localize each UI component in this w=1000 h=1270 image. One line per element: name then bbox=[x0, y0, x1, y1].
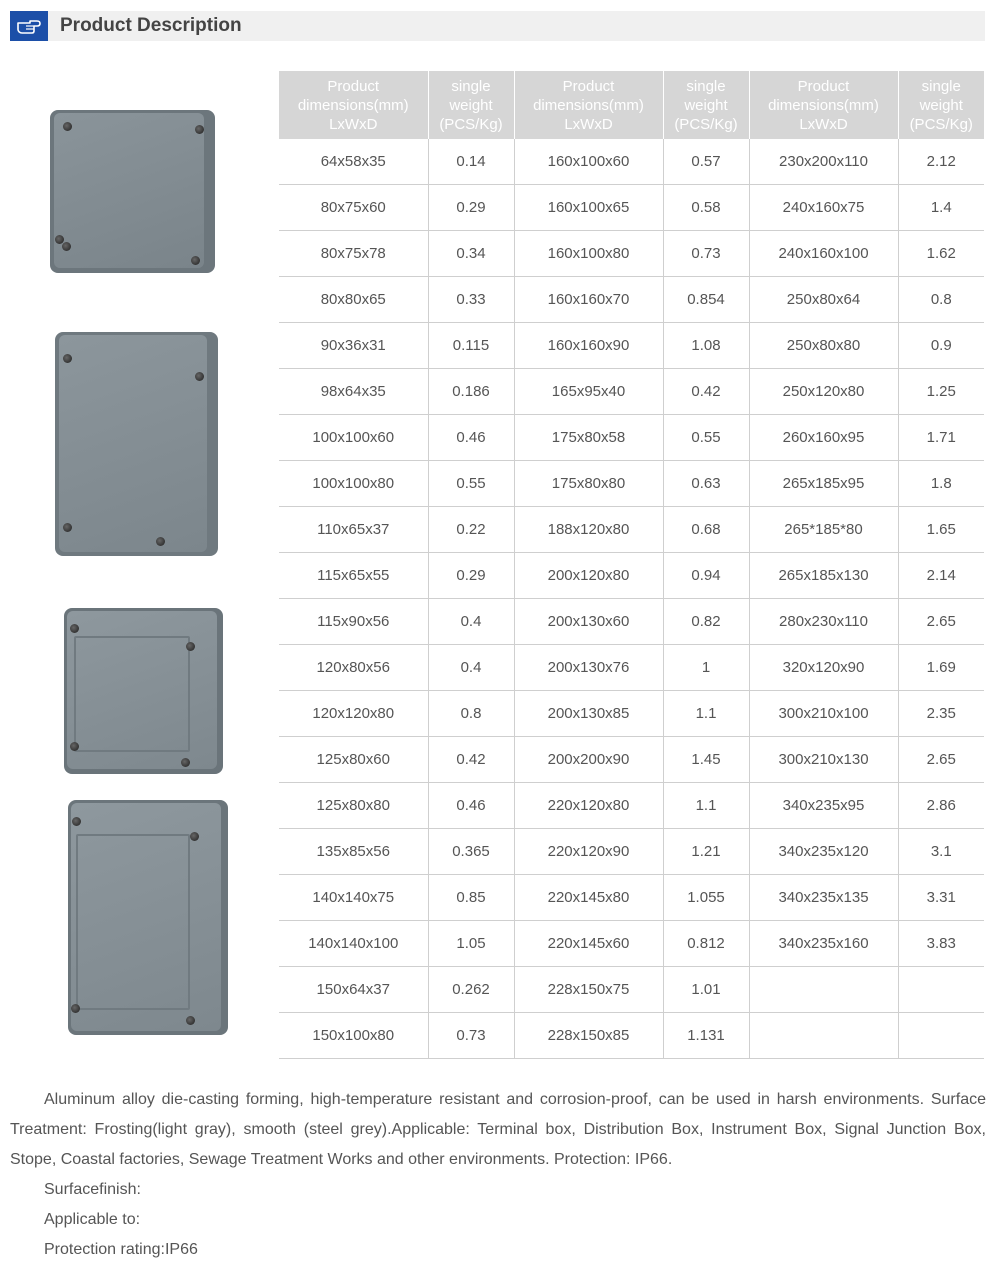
weight-cell: 1.08 bbox=[663, 323, 749, 369]
dimension-cell: 280x230x110 bbox=[749, 599, 898, 645]
weight-cell: 0.85 bbox=[428, 875, 514, 921]
enclosure-image-1 bbox=[50, 110, 215, 273]
table-row bbox=[279, 737, 984, 783]
dimension-cell: 175x80x80 bbox=[514, 461, 663, 507]
table-row bbox=[279, 921, 984, 967]
weight-cell: 1.25 bbox=[898, 369, 984, 415]
dimension-cell: 160x100x80 bbox=[514, 231, 663, 277]
dimension-cell: 135x85x56 bbox=[279, 829, 428, 875]
dimension-cell: 265*185*80 bbox=[749, 507, 898, 553]
dimension-cell: 250x120x80 bbox=[749, 369, 898, 415]
dimension-cell: 228x150x85 bbox=[514, 1013, 663, 1059]
weight-cell: 0.55 bbox=[663, 415, 749, 461]
dimension-cell: 250x80x64 bbox=[749, 277, 898, 323]
dimension-cell: 160x100x60 bbox=[514, 139, 663, 185]
weight-cell: 1.8 bbox=[898, 461, 984, 507]
table-body bbox=[279, 139, 984, 1059]
dimension-cell: 228x150x75 bbox=[514, 967, 663, 1013]
table-row bbox=[279, 599, 984, 645]
weight-cell: 0.33 bbox=[428, 277, 514, 323]
table-row bbox=[279, 1013, 984, 1059]
column-header-dimensions: Product dimensions(mm) LxWxD bbox=[279, 71, 428, 139]
dimension-cell: 300x210x100 bbox=[749, 691, 898, 737]
weight-cell: 0.854 bbox=[663, 277, 749, 323]
dimension-cell: 160x100x65 bbox=[514, 185, 663, 231]
dimension-cell: 240x160x100 bbox=[749, 231, 898, 277]
column-header-weight: single weight (PCS/Kg) bbox=[898, 71, 984, 139]
weight-cell: 0.42 bbox=[428, 737, 514, 783]
section-header bbox=[10, 11, 985, 41]
table-row bbox=[279, 461, 984, 507]
dimension-cell: 80x75x60 bbox=[279, 185, 428, 231]
pointing-hand-icon bbox=[10, 11, 48, 41]
enclosure-image-4 bbox=[68, 800, 228, 1035]
description-paragraph: Aluminum alloy die-casting forming, high-temperature resistant and corrosion-proof, can be used in harsh environments. Surface Treatment: Frosting(light gray), smooth (steel grey).Applicable: Terminal box, Distribution Box, Instrument Box, Signal Junction Box, Stope, Coastal factories, Sewage Treatment Works and other environments. Protection: IP66. bbox=[10, 1091, 986, 1168]
dimension-cell: 98x64x35 bbox=[279, 369, 428, 415]
dimension-cell: 220x120x90 bbox=[514, 829, 663, 875]
weight-cell: 0.186 bbox=[428, 369, 514, 415]
column-header-dimensions: Product dimensions(mm) LxWxD bbox=[514, 71, 663, 139]
section-title: Product Description bbox=[60, 15, 242, 36]
table-row bbox=[279, 829, 984, 875]
weight-cell: 2.12 bbox=[898, 139, 984, 185]
dimension-cell: 175x80x58 bbox=[514, 415, 663, 461]
weight-cell: 0.4 bbox=[428, 645, 514, 691]
dimension-cell: 200x130x60 bbox=[514, 599, 663, 645]
surface-finish-label: Surfacefinish: bbox=[44, 1181, 141, 1198]
table-row bbox=[279, 185, 984, 231]
weight-cell: 1.69 bbox=[898, 645, 984, 691]
weight-cell: 0.63 bbox=[663, 461, 749, 507]
weight-cell: 0.29 bbox=[428, 185, 514, 231]
table-row bbox=[279, 967, 984, 1013]
table-row bbox=[279, 139, 984, 185]
weight-cell bbox=[898, 967, 984, 1013]
dimension-cell: 64x58x35 bbox=[279, 139, 428, 185]
column-header-weight: single weight (PCS/Kg) bbox=[663, 71, 749, 139]
dimension-cell: 188x120x80 bbox=[514, 507, 663, 553]
dimension-cell: 200x130x76 bbox=[514, 645, 663, 691]
dimension-cell: 260x160x95 bbox=[749, 415, 898, 461]
dimension-cell: 340x235x160 bbox=[749, 921, 898, 967]
dimension-cell: 140x140x75 bbox=[279, 875, 428, 921]
weight-cell: 0.68 bbox=[663, 507, 749, 553]
weight-cell: 0.46 bbox=[428, 783, 514, 829]
dimension-cell: 160x160x70 bbox=[514, 277, 663, 323]
dimension-cell: 200x130x85 bbox=[514, 691, 663, 737]
protection-rating-label: Protection rating:IP66 bbox=[44, 1241, 198, 1258]
weight-cell: 2.65 bbox=[898, 599, 984, 645]
dimension-cell: 200x200x90 bbox=[514, 737, 663, 783]
dimension-cell: 220x120x80 bbox=[514, 783, 663, 829]
weight-cell: 0.812 bbox=[663, 921, 749, 967]
weight-cell: 1.4 bbox=[898, 185, 984, 231]
dimension-cell: 320x120x90 bbox=[749, 645, 898, 691]
weight-cell: 1.71 bbox=[898, 415, 984, 461]
dimension-cell: 100x100x60 bbox=[279, 415, 428, 461]
dimension-cell: 120x120x80 bbox=[279, 691, 428, 737]
weight-cell: 1.1 bbox=[663, 783, 749, 829]
dimension-cell: 220x145x80 bbox=[514, 875, 663, 921]
table-row bbox=[279, 875, 984, 921]
dimension-cell: 265x185x130 bbox=[749, 553, 898, 599]
table-row bbox=[279, 645, 984, 691]
weight-cell: 0.8 bbox=[428, 691, 514, 737]
weight-cell: 0.14 bbox=[428, 139, 514, 185]
dimension-cell: 150x100x80 bbox=[279, 1013, 428, 1059]
table-row bbox=[279, 277, 984, 323]
weight-cell: 2.86 bbox=[898, 783, 984, 829]
table-row bbox=[279, 369, 984, 415]
weight-cell: 1.21 bbox=[663, 829, 749, 875]
table-row bbox=[279, 507, 984, 553]
table-row bbox=[279, 783, 984, 829]
column-header-dimensions: Product dimensions(mm) LxWxD bbox=[749, 71, 898, 139]
dimension-cell: 125x80x60 bbox=[279, 737, 428, 783]
weight-cell: 1.131 bbox=[663, 1013, 749, 1059]
dimension-cell: 140x140x100 bbox=[279, 921, 428, 967]
weight-cell: 1.1 bbox=[663, 691, 749, 737]
dimension-cell: 265x185x95 bbox=[749, 461, 898, 507]
dimension-cell bbox=[749, 967, 898, 1013]
dimension-cell: 240x160x75 bbox=[749, 185, 898, 231]
weight-cell: 1.055 bbox=[663, 875, 749, 921]
enclosure-image-2 bbox=[55, 332, 218, 556]
weight-cell: 3.1 bbox=[898, 829, 984, 875]
spec-table bbox=[279, 71, 984, 1059]
dimension-cell: 340x235x120 bbox=[749, 829, 898, 875]
table-row bbox=[279, 553, 984, 599]
weight-cell: 0.22 bbox=[428, 507, 514, 553]
weight-cell: 3.31 bbox=[898, 875, 984, 921]
weight-cell: 0.73 bbox=[428, 1013, 514, 1059]
dimension-cell: 165x95x40 bbox=[514, 369, 663, 415]
weight-cell: 0.262 bbox=[428, 967, 514, 1013]
table-header-row bbox=[279, 71, 984, 139]
weight-cell: 2.65 bbox=[898, 737, 984, 783]
dimension-cell: 120x80x56 bbox=[279, 645, 428, 691]
dimension-cell: 125x80x80 bbox=[279, 783, 428, 829]
weight-cell: 0.34 bbox=[428, 231, 514, 277]
table-row bbox=[279, 323, 984, 369]
weight-cell: 1.01 bbox=[663, 967, 749, 1013]
weight-cell: 0.9 bbox=[898, 323, 984, 369]
weight-cell: 0.29 bbox=[428, 553, 514, 599]
weight-cell: 0.57 bbox=[663, 139, 749, 185]
applicable-to-label: Applicable to: bbox=[44, 1211, 141, 1228]
weight-cell: 1 bbox=[663, 645, 749, 691]
dimension-cell: 250x80x80 bbox=[749, 323, 898, 369]
weight-cell: 1.45 bbox=[663, 737, 749, 783]
dimension-cell: 230x200x110 bbox=[749, 139, 898, 185]
dimension-cell: 340x235x95 bbox=[749, 783, 898, 829]
weight-cell: 0.8 bbox=[898, 277, 984, 323]
table-row bbox=[279, 231, 984, 277]
weight-cell: 1.65 bbox=[898, 507, 984, 553]
weight-cell: 0.115 bbox=[428, 323, 514, 369]
dimension-cell: 115x90x56 bbox=[279, 599, 428, 645]
dimension-cell: 160x160x90 bbox=[514, 323, 663, 369]
dimension-cell: 110x65x37 bbox=[279, 507, 428, 553]
weight-cell: 2.14 bbox=[898, 553, 984, 599]
weight-cell: 0.365 bbox=[428, 829, 514, 875]
dimension-cell: 200x120x80 bbox=[514, 553, 663, 599]
weight-cell: 0.4 bbox=[428, 599, 514, 645]
dimension-cell: 220x145x60 bbox=[514, 921, 663, 967]
dimension-cell: 80x80x65 bbox=[279, 277, 428, 323]
weight-cell: 1.62 bbox=[898, 231, 984, 277]
dimension-cell: 150x64x37 bbox=[279, 967, 428, 1013]
weight-cell: 0.73 bbox=[663, 231, 749, 277]
weight-cell: 0.94 bbox=[663, 553, 749, 599]
weight-cell: 1.05 bbox=[428, 921, 514, 967]
dimension-cell: 300x210x130 bbox=[749, 737, 898, 783]
dimension-cell: 80x75x78 bbox=[279, 231, 428, 277]
dimension-cell: 340x235x135 bbox=[749, 875, 898, 921]
weight-cell bbox=[898, 1013, 984, 1059]
weight-cell: 0.82 bbox=[663, 599, 749, 645]
table-row bbox=[279, 415, 984, 461]
dimension-cell: 115x65x55 bbox=[279, 553, 428, 599]
weight-cell: 0.55 bbox=[428, 461, 514, 507]
dimension-cell bbox=[749, 1013, 898, 1059]
column-header-weight: single weight (PCS/Kg) bbox=[428, 71, 514, 139]
table-row bbox=[279, 691, 984, 737]
enclosure-image-3 bbox=[64, 608, 223, 774]
weight-cell: 3.83 bbox=[898, 921, 984, 967]
weight-cell: 2.35 bbox=[898, 691, 984, 737]
product-description bbox=[10, 1085, 986, 1265]
weight-cell: 0.58 bbox=[663, 185, 749, 231]
dimension-cell: 100x100x80 bbox=[279, 461, 428, 507]
weight-cell: 0.42 bbox=[663, 369, 749, 415]
weight-cell: 0.46 bbox=[428, 415, 514, 461]
dimension-cell: 90x36x31 bbox=[279, 323, 428, 369]
